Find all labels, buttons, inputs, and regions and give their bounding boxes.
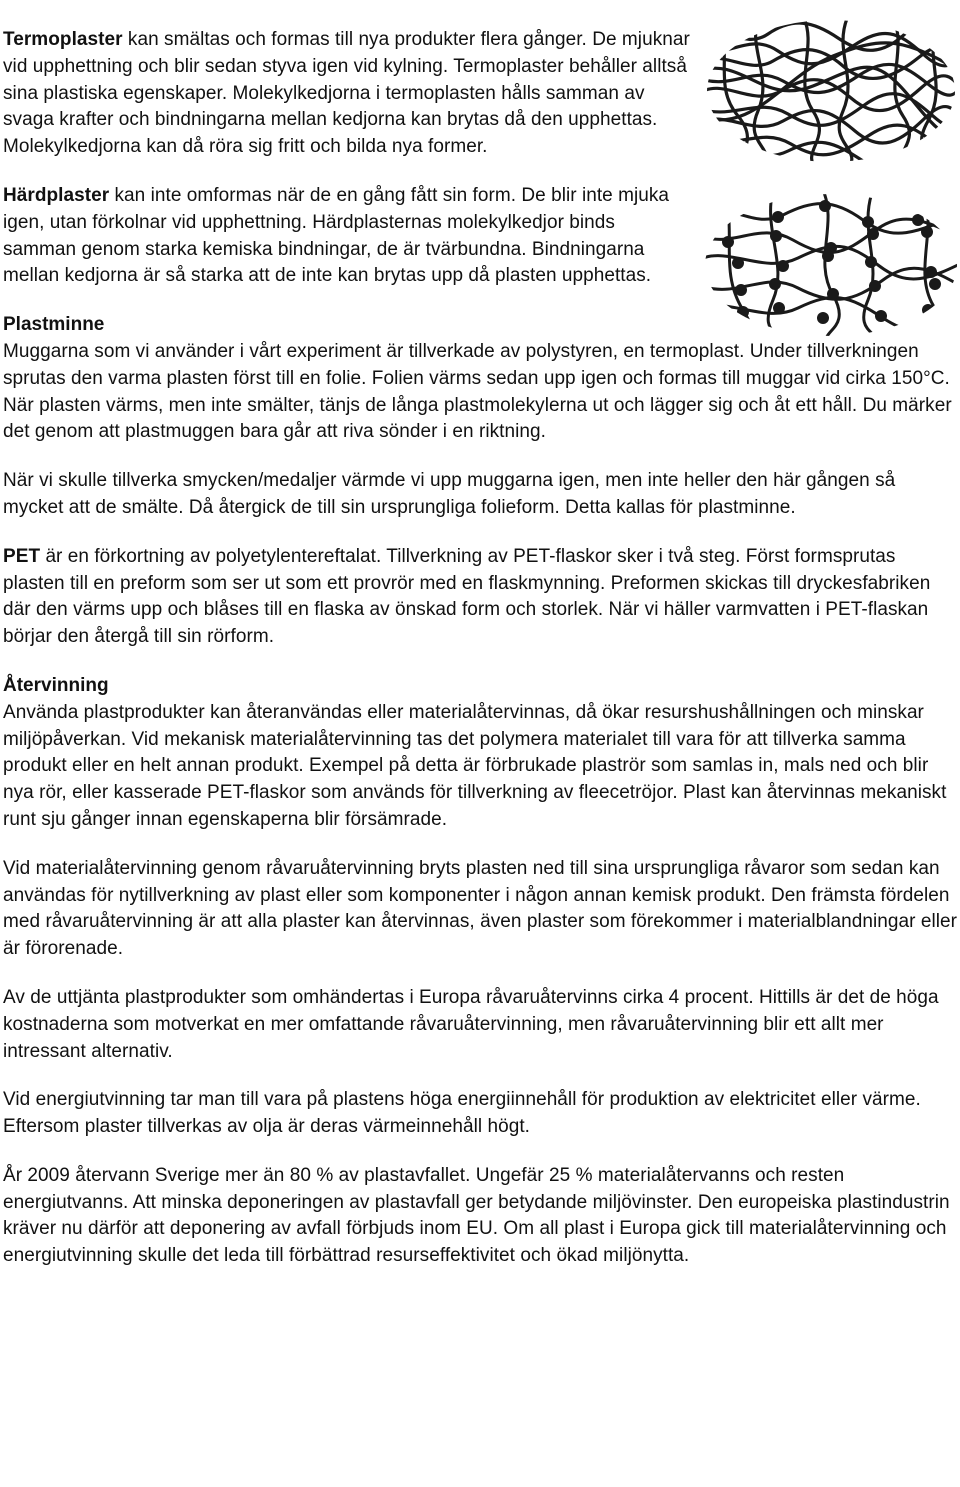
pet-term: PET	[3, 545, 41, 567]
atervinning-paragraph-5: År 2009 återvann Sverige mer än 80 % av plastavfallet. Ungefär 25 % materialåtervanns och resten energiutvanns. Att minska deponeringen av plastavfall ger betydande miljövinster. Den europeiska plastindustrin kräver nu därför att deponering av avfall förbjuds inom EU. Om all plast i Europa gick till materialåtervinning och energiutvinning skulle det leda till förbättrad resurseffektivitet och ökad miljönytta.	[3, 1164, 950, 1267]
spacer	[3, 290, 957, 312]
spacer	[3, 1065, 957, 1087]
spacer	[3, 963, 957, 985]
atervinning-paragraph-1: Använda plastprodukter kan återanvändas eller materialåtervinnas, då ökar resurshushållningen och minskar miljöpåverkan. Vid mekanisk materialåtervinning tas det polymera materialet till vara för att tillverka samma produkt eller en helt annan produkt. Exempel på detta är förbrukade plaströr som samlas in, mals ned och blir nya rör, eller kasserade PET-flaskor som används för tillverkning av fleecetröjor. Plast kan återvinnas mekaniskt runt sju gånger innan egenskaperna blir försämrade.	[3, 701, 947, 830]
spacer	[3, 834, 957, 856]
spacer	[3, 651, 957, 673]
thermoset-term: Härdplaster	[3, 184, 110, 206]
thermoplastic-paragraph	[3, 27, 693, 161]
spacer	[3, 446, 957, 468]
thermoset-text: kan inte omformas när de en gång fått sin form. De blir inte mjuka igen, utan förkolnar vid upphettning. Härdplasternas molekylkedjor binds samman genom starka kemiska bindningar, de är tvärbundna. Bindningarna mellan kedjorna är så starka att de inte kan brytas upp då plasten upphettas.	[3, 184, 670, 287]
thermoplastic-text: kan smältas och formas till nya produkter flera gånger. De mjuknar vid upphettning och blir sedan styva igen vid kylning. Termoplaster behåller alltså sina plastiska egenskaper. Molekylkedjorna i termoplasten hålls samman av svaga krafter och bindningarna mellan kedjorna kan brytas då den upphettas. Molekylkedjorna kan då röra sig fritt och bilda nya former.	[3, 29, 690, 158]
atervinning-heading: Återvinning	[3, 674, 109, 696]
pet-paragraph	[3, 544, 957, 651]
document-body	[3, 27, 957, 1270]
plastminne-paragraph-2: När vi skulle tillverka smycken/medaljer värmde vi upp muggarna igen, men inte heller den här gången så mycket att de smälte. Då återgick de till sin ursprungliga folieform. Detta kallas för plastminne.	[3, 470, 896, 518]
plastminne-heading: Plastminne	[3, 314, 105, 336]
pet-text: är en förkortning av polyetylentereftalat. Tillverkning av PET-flaskor sker i två steg. Först formsprutas plasten till en preform som ser ut som ett provrör med en flaskmynning. Preformen skickas till dryckesfabriken där den värms upp och blåses till en flaska av önskad form och storlek. När vi häller varmvatten i PET-flaskan börjar den återgå till sin rörform.	[3, 545, 931, 648]
atervinning-paragraph-4: Vid energiutvinning tar man till vara på plastens höga energiinnehåll för produktion av elektricitet eller värme. Eftersom plaster tillverkas av olja är deras värmeinnehåll högt.	[3, 1089, 921, 1138]
spacer	[3, 522, 957, 544]
spacer	[3, 161, 957, 183]
thermoplastic-term: Termoplaster	[3, 29, 123, 50]
atervinning-paragraph-2: Vid materialåtervinning genom råvaruåtervinning bryts plasten ned till sina ursprungliga råvaror som sedan kan användas för nytillverkning av plast eller som komponenter i någon annan kemisk produkt. Den främsta fördelen med råvaruåtervinning är att alla plaster kan återvinnas, även plaster som förekommer i materialblandningar eller är förorenade.	[3, 857, 957, 960]
plastminne-paragraph-1: Muggarna som vi använder i vårt experiment är tillverkade av polystyren, en termoplast. Under tillverkningen sprutas den varma plasten först till en folie. Folien värms sedan upp igen och formas till muggar vid cirka 150°C. När plasten värms, men inte smälter, tänjs de långa plastmolekylerna ut och lägger sig och åt ett håll. Du märker det genom att plastmuggen bara går att riva sönder i en riktning.	[3, 340, 952, 443]
atervinning-paragraph-3: Av de uttjänta plastprodukter som omhändertas i Europa råvaruåtervinns cirka 4 procent. Hittills är det de höga kostnaderna som motverkat en mer omfattande råvaruåtervinning, men råvaruåtervinning blir ett allt mer intressant alternativ.	[3, 986, 939, 1062]
spacer	[3, 1141, 957, 1163]
thermoset-paragraph	[3, 183, 693, 290]
